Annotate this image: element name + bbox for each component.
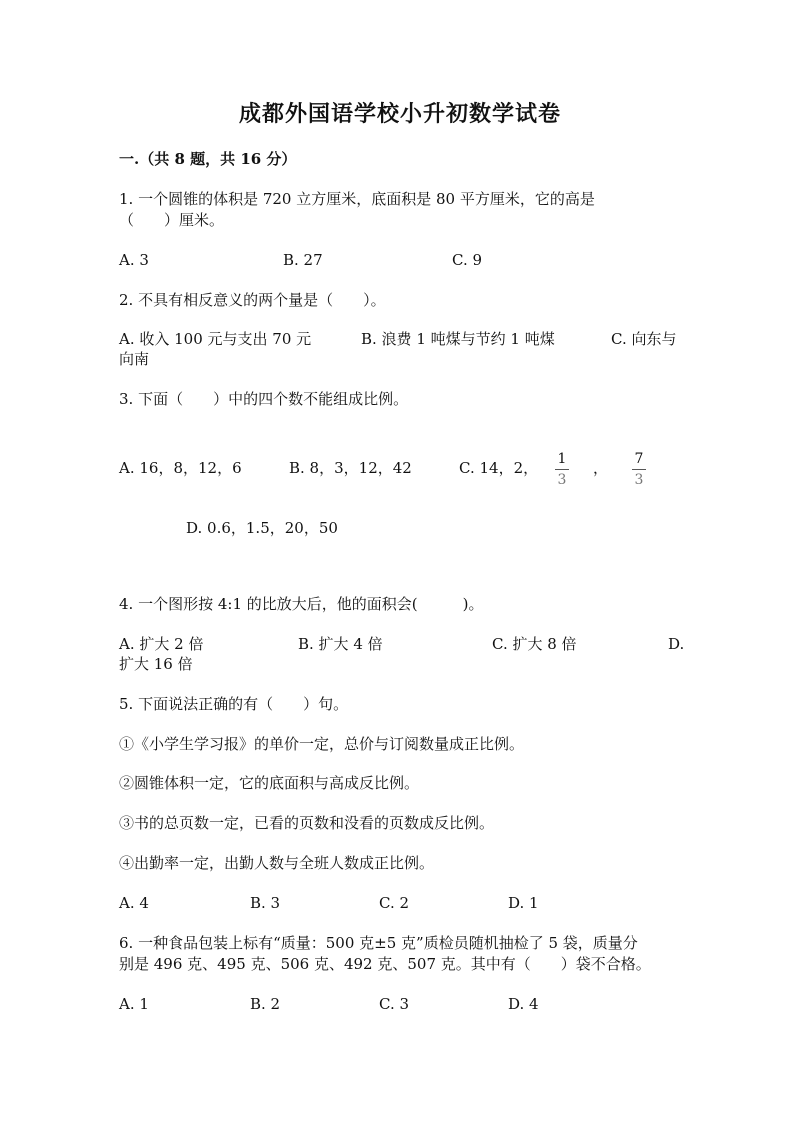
question-4-option-d: D. xyxy=(668,635,685,653)
question-5-statement-2: ②圆锥体积一定，它的底面积与高成反比例。 xyxy=(119,774,420,792)
fraction-numerator: 7 xyxy=(634,451,644,467)
question-6-option-d: D. 4 xyxy=(508,995,539,1013)
question-2-option-c: C. 向东与 xyxy=(611,330,677,348)
question-5-statement-1: ①《小学生学习报》的单价一定，总价与订阅数量成正比例。 xyxy=(119,735,525,753)
question-2-option-b: B. 浪费 1 吨煤与节约 1 吨煤 xyxy=(361,330,555,348)
question-3-stem: 3. 下面（ ）中的四个数不能组成比例。 xyxy=(119,390,409,408)
question-1-option-b: B. 27 xyxy=(283,251,323,269)
question-3-option-a: A. 16，8，12，6 xyxy=(119,459,242,477)
question-1-stem-line-2: （ ）厘米。 xyxy=(119,211,225,229)
question-5-option-c: C. 2 xyxy=(379,894,410,912)
question-5-statement-3: ③书的总页数一定，已看的页数和没看的页数成反比例。 xyxy=(119,814,495,832)
question-2-stem: 2. 不具有相反意义的两个量是（ ）。 xyxy=(119,291,386,309)
question-3-option-d: D. 0.6，1.5，20，50 xyxy=(186,519,338,537)
question-1-stem-line-1: 1. 一个圆锥的体积是 720 立方厘米，底面积是 80 平方厘米，它的高是 xyxy=(119,190,595,208)
fraction-seven-thirds xyxy=(629,451,649,488)
question-5-statement-4: ④出勤率一定，出勤人数与全班人数成正比例。 xyxy=(119,854,435,872)
fraction-numerator: 1 xyxy=(557,451,567,467)
question-1-option-c: C. 9 xyxy=(452,251,483,269)
fraction-denominator: 3 xyxy=(634,472,644,488)
exam-title: 成都外国语学校小升初数学试卷 xyxy=(238,101,561,127)
question-6-stem-line-2: 别是 496 克、495 克、506 克、492 克、507 克。其中有（ ）袋不合格。 xyxy=(119,955,651,973)
question-6-option-b: B. 2 xyxy=(250,995,281,1013)
question-2-option-c-wrap: 向南 xyxy=(119,350,150,368)
question-4-option-d-wrap: 扩大 16 倍 xyxy=(119,655,193,673)
question-3-option-c: C. 14，2， xyxy=(459,459,539,477)
question-5-stem: 5. 下面说法正确的有（ ）句。 xyxy=(119,695,349,713)
question-4-stem: 4. 一个图形按 4:1 的比放大后，他的面积会( )。 xyxy=(119,595,484,613)
question-6-stem-line-1: 6. 一种食品包装上标有“质量：500 克±5 克”质检员随机抽检了 5 袋，质量分 xyxy=(119,934,638,952)
question-4-option-c: C. 扩大 8 倍 xyxy=(492,635,577,653)
question-1-option-a: A. 3 xyxy=(119,251,149,269)
question-3-option-c-comma: ， xyxy=(593,459,609,477)
question-4-option-b: B. 扩大 4 倍 xyxy=(298,635,383,653)
fraction-one-third xyxy=(552,451,572,488)
question-2-option-a: A. 收入 100 元与支出 70 元 xyxy=(119,330,312,348)
fraction-denominator: 3 xyxy=(557,472,567,488)
question-6-option-c: C. 3 xyxy=(379,995,410,1013)
section-header: 一.（共 8 题，共 16 分） xyxy=(119,150,297,168)
question-6-option-a: A. 1 xyxy=(119,995,149,1013)
question-5-option-a: A. 4 xyxy=(119,894,149,912)
fraction-bar xyxy=(632,469,646,470)
question-5-option-d: D. 1 xyxy=(508,894,539,912)
fraction-bar xyxy=(555,469,569,470)
question-5-option-b: B. 3 xyxy=(250,894,281,912)
question-3-option-b: B. 8，3，12，42 xyxy=(289,459,412,477)
question-4-option-a: A. 扩大 2 倍 xyxy=(119,635,204,653)
